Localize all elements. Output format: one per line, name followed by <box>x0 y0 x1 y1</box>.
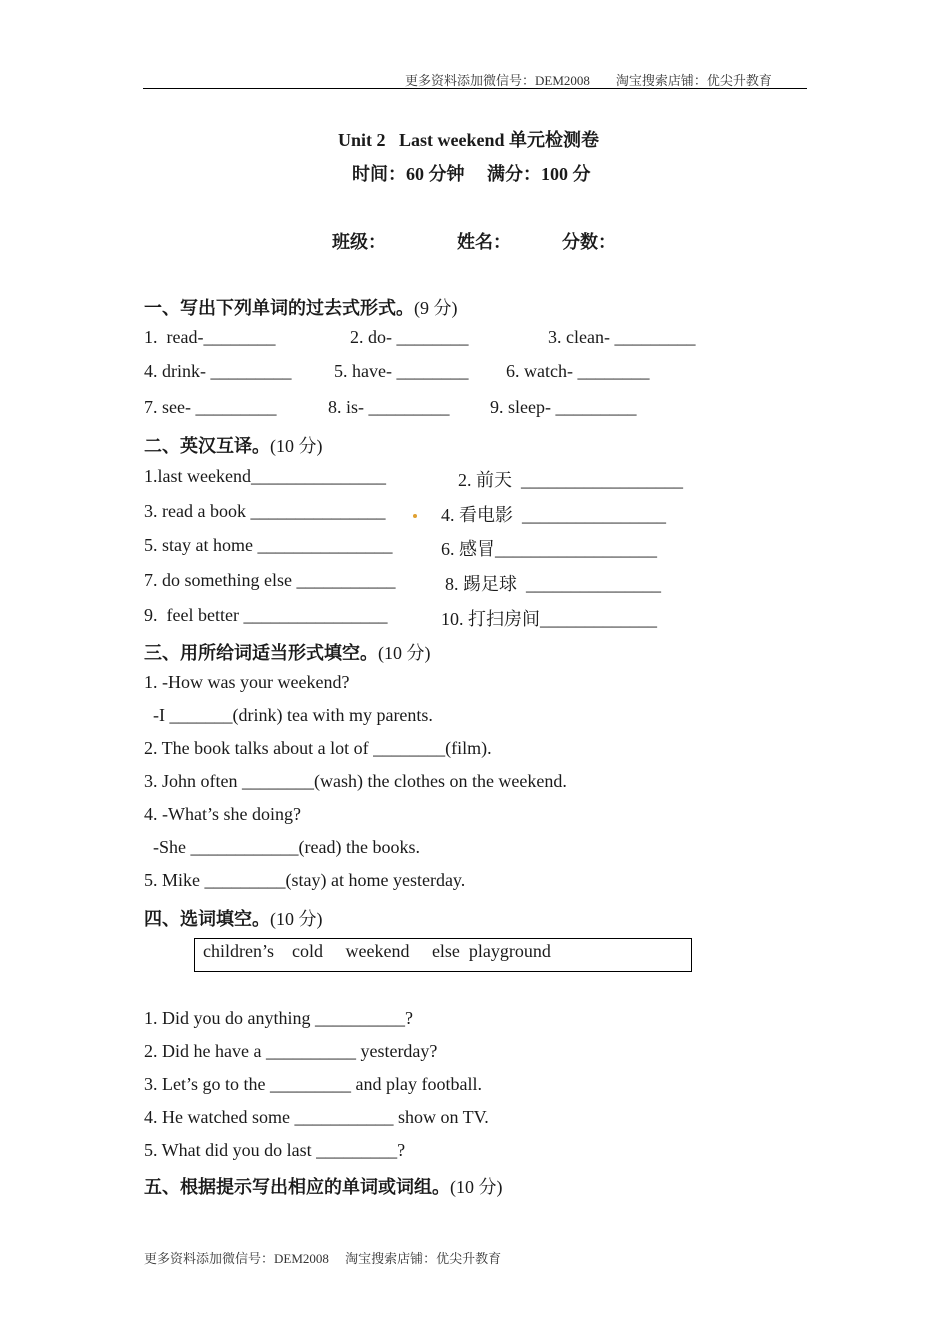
section-4-title: 四、选词填空。 <box>144 909 270 929</box>
section-2-heading <box>144 432 323 458</box>
section-2-points: (10 分) <box>270 436 323 456</box>
section-3-item: 4. -What’s she doing? <box>144 804 301 824</box>
section-1-points: (9 分) <box>414 298 458 318</box>
section-4-heading <box>144 905 323 931</box>
section-1-item: 2. do- ________ <box>350 327 469 347</box>
section-5-points: (10 分) <box>450 1177 503 1197</box>
section-1-heading <box>144 294 458 320</box>
section-1-item: 3. clean- _________ <box>548 327 696 347</box>
section-2-item: 9. feel better ________________ <box>144 605 388 625</box>
section-2-item: 6. 感冒__________________ <box>441 539 657 559</box>
section-2-title: 二、英汉互译。 <box>144 436 270 456</box>
decorative-dot <box>413 514 417 518</box>
section-1-item: 5. have- ________ <box>334 361 469 381</box>
section-2-item: 4. 看电影 ________________ <box>441 505 666 525</box>
section-3-heading <box>144 639 431 665</box>
word-bank-words: children’s cold weekend else playground <box>203 941 551 961</box>
section-1-title: 一、写出下列单词的过去式形式。 <box>144 298 414 318</box>
section-1-item: 6. watch- ________ <box>506 361 650 381</box>
section-3-title: 三、用所给词适当形式填空。 <box>144 643 378 663</box>
section-2-item: 1.last weekend_______________ <box>144 466 386 486</box>
section-3-item: -I _______(drink) tea with my parents. <box>144 705 433 725</box>
section-4-points: (10 分) <box>270 909 323 929</box>
section-3-item: 1. -How was your weekend? <box>144 672 350 692</box>
section-3-item: 2. The book talks about a lot of ________(film). <box>144 738 492 758</box>
section-1-item: 4. drink- _________ <box>144 361 292 381</box>
section-3-item: -She ____________(read) the books. <box>144 837 420 857</box>
page-footer: 更多资料添加微信号：DEM2008 淘宝搜索店铺：优尖升教育 <box>144 1251 502 1266</box>
class-label: 班级： <box>332 232 386 252</box>
header-divider <box>143 88 807 89</box>
document-title: Unit 2 Last weekend 单元检测卷 <box>338 130 600 150</box>
section-3-points: (10 分) <box>378 643 431 663</box>
section-5-title: 五、根据提示写出相应的单词或词组。 <box>144 1177 450 1197</box>
section-2-item: 7. do something else ___________ <box>144 570 396 590</box>
page-header: 更多资料添加微信号：DEM2008 淘宝搜索店铺：优尖升教育 <box>405 73 772 88</box>
section-2-item: 10. 打扫房间_____________ <box>441 609 657 629</box>
section-1-item: 1. read-________ <box>144 327 276 347</box>
time-and-score-line: 时间：60 分钟 满分：100 分 <box>352 164 591 184</box>
section-4-item: 5. What did you do last _________? <box>144 1140 406 1160</box>
section-2-item: 3. read a book _______________ <box>144 501 386 521</box>
section-1-item: 8. is- _________ <box>328 397 450 417</box>
section-4-item: 2. Did he have a __________ yesterday? <box>144 1041 438 1061</box>
section-1-item: 9. sleep- _________ <box>490 397 637 417</box>
section-3-item: 5. Mike _________(stay) at home yesterday. <box>144 870 466 890</box>
score-label: 分数： <box>562 232 616 252</box>
section-2-item: 5. stay at home _______________ <box>144 535 393 555</box>
section-2-item: 2. 前天 __________________ <box>458 470 683 490</box>
name-label: 姓名： <box>457 232 511 252</box>
section-4-item: 3. Let’s go to the _________ and play football. <box>144 1074 482 1094</box>
section-3-item: 3. John often ________(wash) the clothes on the weekend. <box>144 771 567 791</box>
section-4-item: 1. Did you do anything __________? <box>144 1008 413 1028</box>
section-4-item: 4. He watched some ___________ show on TV. <box>144 1107 489 1127</box>
section-2-item: 8. 踢足球 _______________ <box>445 574 661 594</box>
section-5-heading <box>144 1173 503 1199</box>
section-1-item: 7. see- _________ <box>144 397 277 417</box>
